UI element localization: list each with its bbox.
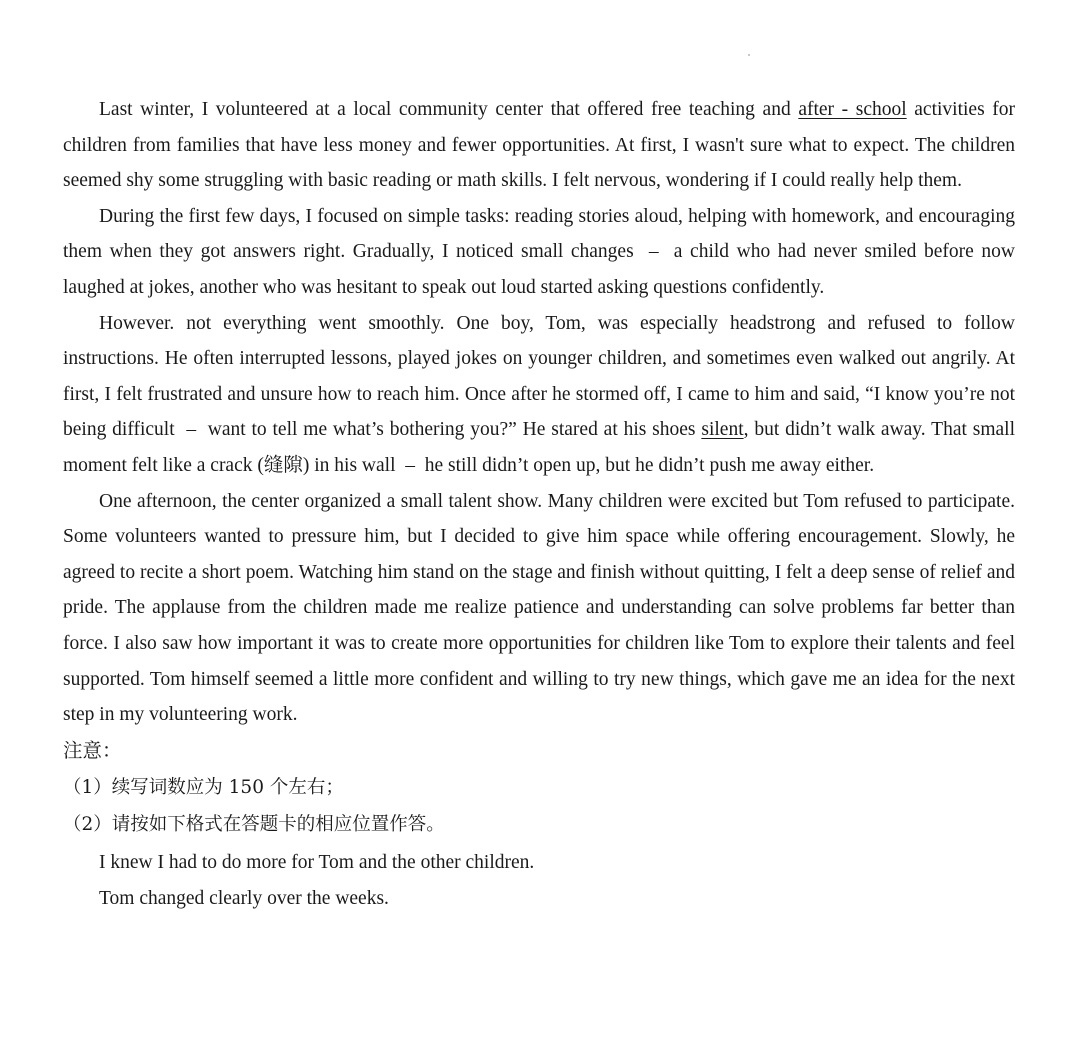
continuation-prompt-2: Tom changed clearly over the weeks. [99,887,389,909]
document-page [63,92,1015,917]
underlined-phrase-after-school: after - school [798,99,907,120]
paragraph-3-text-a: However. not everything went smoothly. One boy, Tom, was especially headstrong and refused to follow instructions. He often interrupted lessons, played jokes on younger children, and sometimes even walked out angrily. At first, I felt frustrated and unsure how to reach him. Once after he stormed off, I came to him and said, “I know you’re not being difficult – want to tell me what’s bothering you?” He stared at his shoes [63,312,1015,441]
scan-speck [748,54,750,56]
notes-item-2: （2）请按如下格式在答题卡的相应位置作答。 [63,813,445,835]
notes-item-1: （1）续写词数应为 150 个左右； [63,776,344,798]
paragraph-1-text-a: Last winter, I volunteered at a local community center that offered free teaching and [99,99,799,120]
paragraph-4: One afternoon, the center organized a small talent show. Many children were excited but Tom refused to participate. Some volunteers wanted to pressure him, but I decided to give him space while offering encouragement. Slowly, he agreed to recite a short poem. Watching him stand on the stage and finish without quitting, I felt a deep sense of relief and pride. The applause from the children made me realize patience and understanding can solve problems far better than force. I also saw how important it was to create more opportunities for children like Tom to explore their talents and feel supported. Tom himself seemed a little more confident and willing to try new things, which gave me an idea for the next step in my volunteering work. [63,490,1015,726]
paragraph-3 [63,306,1015,484]
paragraph-2: During the first few days, I focused on simple tasks: reading stories aloud, helping with homework, and encouraging them when they got answers right. Gradually, I noticed small changes – a child who had never smiled before now laughed at jokes, another who was hesitant to speak out loud started asking questions confidently. [63,205,1015,298]
paragraph-1-text-b: activities for children from families that have less money and fewer opportunities. At first, I wasn't sure what to expect. The children seemed shy some struggling with basic reading or math skills. I felt nervous, wondering if I could really help them. [63,99,1016,192]
paragraph-3-text-b: , but didn’t walk away. That small moment felt like a crack (缝隙) in his wall – he still didn’t open up, but he didn’t push me away either. [63,419,1015,476]
underlined-word-silent: silent [701,419,744,441]
notes-title: 注意： [63,738,122,762]
continuation-prompt-1: I knew I had to do more for Tom and the other children. [99,851,535,873]
paragraph-1 [63,92,1015,199]
